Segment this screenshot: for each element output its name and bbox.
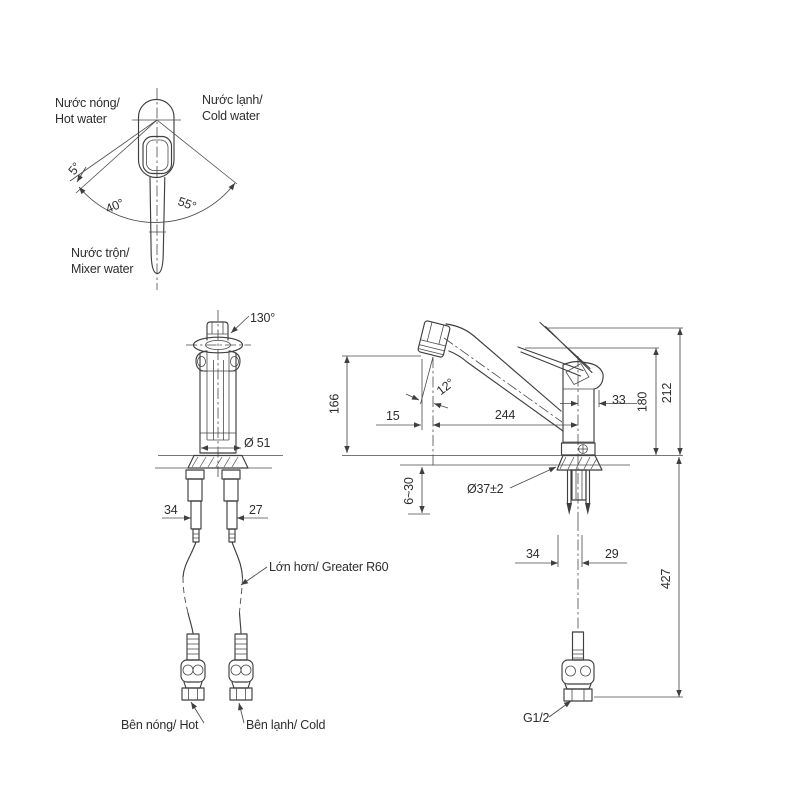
label-mixer-water-en: Mixer water bbox=[71, 262, 134, 276]
dim-angle-40: 40° bbox=[103, 196, 126, 217]
dim-handle-offset: 33 bbox=[612, 393, 626, 407]
dim-handle-swing: 130° bbox=[250, 311, 276, 325]
dim-angle-5: 5° bbox=[65, 159, 84, 178]
label-hot-water-en: Hot water bbox=[55, 112, 107, 126]
dim-hose-length: 427 bbox=[659, 568, 673, 590]
label-hot-connector: Bên nóng/ Hot bbox=[121, 718, 199, 732]
dim-deck-thickness: 6~30 bbox=[402, 477, 416, 505]
dim-side-offset-left: 34 bbox=[526, 547, 540, 561]
front-view bbox=[121, 310, 389, 732]
label-cold-water-vi: Nước lạnh/ bbox=[202, 93, 263, 107]
dim-tip-angle: 12° bbox=[434, 375, 458, 399]
side-view bbox=[328, 320, 684, 725]
dim-body-height: 180 bbox=[635, 391, 650, 413]
hot-connector bbox=[181, 634, 205, 700]
dim-tip-offset: 15 bbox=[386, 409, 400, 423]
g12-connector bbox=[562, 632, 594, 701]
dim-front-offset-left: 34 bbox=[164, 503, 178, 517]
dim-front-offset-right: 27 bbox=[249, 503, 263, 517]
dim-spout-height: 166 bbox=[327, 393, 342, 415]
cold-connector bbox=[229, 634, 253, 700]
label-mixer-water-vi: Nước trộn/ bbox=[71, 246, 130, 260]
top-view-handle-diagram bbox=[55, 88, 263, 290]
dim-spout-reach: 244 bbox=[494, 408, 516, 422]
front-supply-fittings bbox=[186, 470, 240, 542]
label-cold-water-en: Cold water bbox=[202, 109, 260, 123]
label-hot-water-vi: Nước nóng/ bbox=[55, 96, 120, 110]
dim-total-height: 212 bbox=[660, 382, 674, 404]
dim-body-diameter: Ø 51 bbox=[244, 436, 271, 450]
label-thread-size: G1/2 bbox=[523, 711, 550, 725]
label-hose-bend-note: Lớn hơn/ Greater R60 bbox=[269, 560, 389, 574]
label-cold-connector: Bên lạnh/ Cold bbox=[246, 718, 326, 732]
dim-angle-55: 55° bbox=[175, 194, 198, 214]
dim-side-offset-right: 29 bbox=[605, 547, 619, 561]
dim-hole-diameter: Ø37±2 bbox=[467, 482, 504, 496]
